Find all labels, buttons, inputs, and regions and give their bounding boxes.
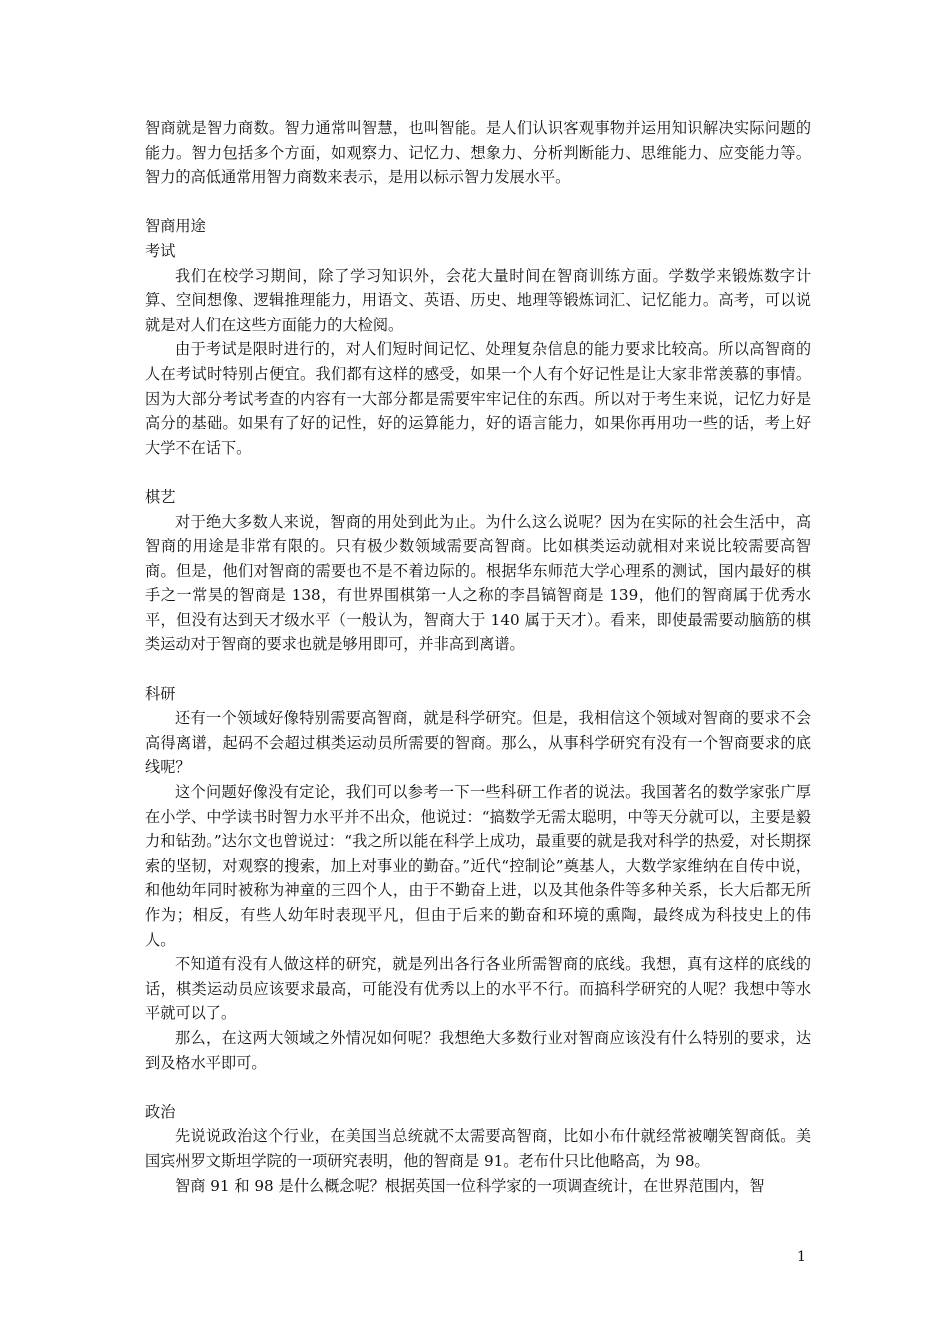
page-number: 1 [797,1249,806,1265]
politics-paragraph-2: 智商 91 和 98 是什么概念呢？根据英国一位科学家的一项调查统计，在世界范围内，智 [175,1176,765,1195]
chess-paragraph-1: 对于绝大多数人来说，智商的用处到此为止。为什么这么说呢？因为在实际的社会生活中，高智商的用途是非常有限的。只有极少数领域需要高智商。比如棋类运动就相对来说比较需要高智商。但是，他们对智商的需要也不是不着边际的。根据华东师范大学心理系的测试，国内最好的棋手之一常昊的智商是 138，有世界围棋第一人之称的李昌镐智商是 139，他们的智商属于优秀水平，但没有达到天才级水平（一般认为，智商大于 140 属于天才）。看来，即使最需要动脑筋的棋类运动对于智商的要求也就是够用即可，并非高到离谱。 [145,512,811,654]
subsection-title-research: 科研 [145,684,176,703]
section-title-usage: 智商用途 [145,217,206,236]
research-paragraph-4: 那么，在这两大领域之外情况如何呢？我想绝大多数行业对智商应该没有什么特别的要求，达到及格水平即可。 [145,1028,811,1072]
politics-paragraph-1: 先说说政治这个行业，在美国当总统就不太需要高智商，比如小布什就经常被嘲笑智商低。美国宾州罗文斯坦学院的一项研究表明，他的智商是 91。老布什只比他略高，为 98。 [145,1127,811,1170]
research-paragraph-3: 不知道有没有人做这样的研究，就是列出各行各业所需智商的底线。我想，真有这样的底线的话，棋类运动员应该要求最高，可能没有优秀以上的水平不行。而搞科学研究的人呢？我想中等水平就可以了。 [145,955,811,1023]
document-body [145,116,811,1198]
subsection-title-politics: 政治 [145,1102,176,1121]
subsection-title-chess: 棋艺 [145,487,176,506]
exam-paragraph-2: 由于考试是限时进行的，对人们短时间记忆、处理复杂信息的能力要求比较高。所以高智商的人在考试时特别占便宜。我们都有这样的感受，如果一个人有个好记性是让大家非常羡慕的事情。因为大部分考试考查的内容有一大部分都是需要牢牢记住的东西。所以对于考生来说，记忆力好是高分的基础。如果有了好的记性，好的运算能力，好的语言能力，如果你再用功一些的话，考上好大学不在话下。 [145,340,811,457]
research-paragraph-1: 还有一个领域好像特别需要高智商，就是科学研究。但是，我相信这个领域对智商的要求不会高得离谱，起码不会超过棋类运动员所需要的智商。那么，从事科学研究有没有一个智商要求的底线呢？ [145,709,811,777]
subsection-title-exam: 考试 [145,241,176,260]
exam-paragraph-1: 我们在校学习期间，除了学习知识外，会花大量时间在智商训练方面。学数学来锻炼数字计算、空间想像、逻辑推理能力，用语文、英语、历史、地理等锻炼词汇、记忆能力。高考，可以说就是对人们在这些方面能力的大检阅。 [145,266,811,334]
research-paragraph-2: 这个问题好像没有定论，我们可以参考一下一些科研工作者的说法。我国著名的数学家张广厚在小学、中学读书时智力水平并不出众，他说过：“搞数学无需太聪明，中等天分就可以，主要是毅力和钻劲。”达尔文也曾说过：“我之所以能在科学上成功，最重要的就是我对科学的热爱，对长期探索的坚韧，对观察的搜索，加上对事业的勤奋。”近代“控制论”奠基人，大数学家维纳在自传中说，和他幼年同时被称为神童的三四个人，由于不勤奋上进，以及其他条件等多种关系，长大后都无所作为；相反，有些人幼年时表现平凡，但由于后来的勤奋和环境的熏陶，最终成为科技史上的伟人。 [145,783,811,949]
intro-paragraph: 智商就是智力商数。智力通常叫智慧，也叫智能。是人们认识客观事物并运用知识解决实际问题的能力。智力包括多个方面，如观察力、记忆力、想象力、分析判断能力、思维能力、应变能力等。智力的高低通常用智力商数来表示，是用以标示智力发展水平。 [145,119,811,187]
